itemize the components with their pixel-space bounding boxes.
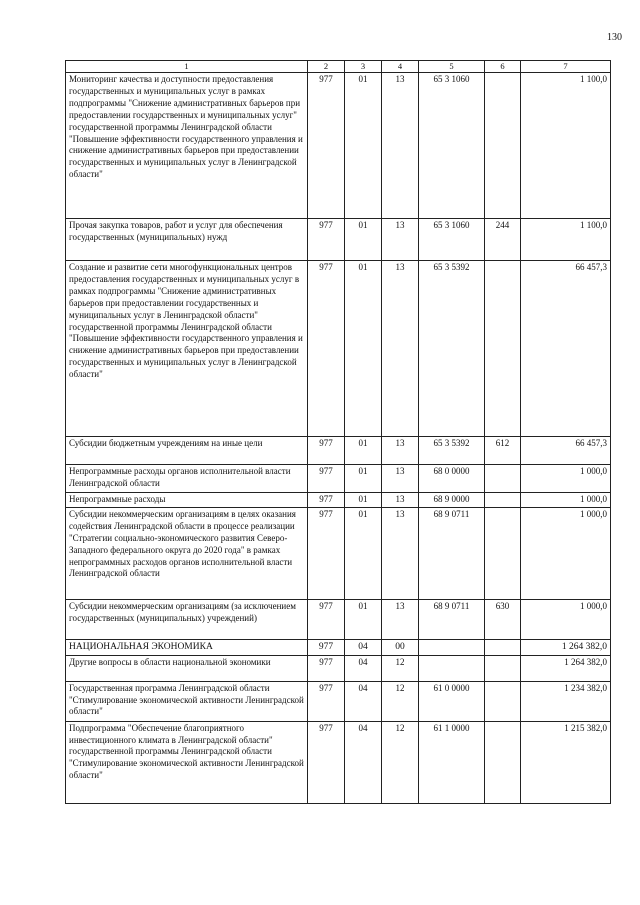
row-name: Непрограммные расходы органов исполнительной власти Ленинградской области — [66, 465, 308, 493]
column-header: 6 — [485, 61, 521, 73]
cell-type — [485, 655, 521, 681]
cell-target: 61 0 0000 — [419, 681, 485, 721]
cell-type — [485, 508, 521, 600]
cell-subsection: 12 — [382, 721, 419, 803]
cell-type — [485, 73, 521, 219]
cell-code: 977 — [308, 437, 345, 465]
table-row — [66, 437, 611, 465]
cell-amount: 1 000,0 — [521, 600, 611, 640]
cell-target: 65 3 1060 — [419, 219, 485, 261]
cell-target — [419, 655, 485, 681]
table-row — [66, 261, 611, 437]
cell-section: 01 — [345, 261, 382, 437]
cell-subsection: 13 — [382, 600, 419, 640]
table-row — [66, 640, 611, 656]
cell-type — [485, 681, 521, 721]
column-header: 5 — [419, 61, 485, 73]
cell-section: 01 — [345, 219, 382, 261]
table-row — [66, 681, 611, 721]
cell-subsection: 13 — [382, 437, 419, 465]
cell-section: 01 — [345, 600, 382, 640]
cell-code: 977 — [308, 261, 345, 437]
column-header: 1 — [66, 61, 308, 73]
cell-target: 65 3 1060 — [419, 73, 485, 219]
page-number: 130 — [607, 32, 622, 43]
column-header: 4 — [382, 61, 419, 73]
cell-subsection: 00 — [382, 640, 419, 656]
cell-amount: 1 000,0 — [521, 493, 611, 508]
cell-code: 977 — [308, 73, 345, 219]
cell-amount: 1 234 382,0 — [521, 681, 611, 721]
header-row — [66, 61, 611, 73]
row-name: Субсидии некоммерческим организациям в целях оказания содействия Ленинградской области в процессе реализации "Стратегии социально-экономического развития Северо-Западного федерального округа до 2020 года" в рамках непрограммных расходов органов исполнительной власти Ленинградской области — [66, 508, 308, 600]
row-name: НАЦИОНАЛЬНАЯ ЭКОНОМИКА — [66, 640, 308, 656]
cell-target: 68 9 0711 — [419, 600, 485, 640]
cell-type — [485, 640, 521, 656]
table-row — [66, 721, 611, 803]
column-header: 2 — [308, 61, 345, 73]
row-name: Непрограммные расходы — [66, 493, 308, 508]
cell-section: 04 — [345, 681, 382, 721]
cell-subsection: 13 — [382, 493, 419, 508]
cell-target: 68 0 0000 — [419, 465, 485, 493]
cell-section: 04 — [345, 655, 382, 681]
table-row — [66, 219, 611, 261]
cell-type: 244 — [485, 219, 521, 261]
row-name: Субсидии бюджетным учреждениям на иные цели — [66, 437, 308, 465]
cell-type: 630 — [485, 600, 521, 640]
cell-target: 61 1 0000 — [419, 721, 485, 803]
row-name: Подпрограмма "Обеспечение благоприятного инвестиционного климата в Ленинградской области" государственной программы Ленинградской области "Стимулирование экономической активности Ленинградской области" — [66, 721, 308, 803]
row-name: Создание и развитие сети многофункциональных центров предоставления государственных и муниципальных услуг в рамках подпрограммы "Снижение административных барьеров при предоставлении государственных и муниципальных услуг в Ленинградской области" государственной программы Ленинградской области "Повышение эффективности государственного управления и снижение административных барьеров при предоставлении государственных и муниципальных услуг в Ленинградской области" — [66, 261, 308, 437]
cell-subsection: 12 — [382, 681, 419, 721]
cell-target: 68 9 0711 — [419, 508, 485, 600]
cell-type — [485, 721, 521, 803]
cell-subsection: 12 — [382, 655, 419, 681]
cell-code: 977 — [308, 219, 345, 261]
cell-target: 65 3 5392 — [419, 437, 485, 465]
budget-table — [65, 60, 611, 804]
cell-section: 01 — [345, 437, 382, 465]
cell-subsection: 13 — [382, 261, 419, 437]
cell-subsection: 13 — [382, 465, 419, 493]
cell-target: 68 9 0000 — [419, 493, 485, 508]
cell-amount: 1 100,0 — [521, 73, 611, 219]
table-row — [66, 655, 611, 681]
cell-code: 977 — [308, 508, 345, 600]
cell-code: 977 — [308, 655, 345, 681]
cell-code: 977 — [308, 600, 345, 640]
cell-code: 977 — [308, 681, 345, 721]
cell-subsection: 13 — [382, 508, 419, 600]
cell-code: 977 — [308, 493, 345, 508]
cell-section: 04 — [345, 640, 382, 656]
cell-type: 612 — [485, 437, 521, 465]
table-row — [66, 508, 611, 600]
cell-section: 01 — [345, 73, 382, 219]
cell-code: 977 — [308, 465, 345, 493]
cell-amount: 1 264 382,0 — [521, 655, 611, 681]
cell-amount: 1 215 382,0 — [521, 721, 611, 803]
row-name: Прочая закупка товаров, работ и услуг для обеспечения государственных (муниципальных) нужд — [66, 219, 308, 261]
cell-section: 01 — [345, 493, 382, 508]
row-name: Субсидии некоммерческим организациям (за исключением государственных (муниципальных) учреждений) — [66, 600, 308, 640]
cell-code: 977 — [308, 721, 345, 803]
cell-amount: 66 457,3 — [521, 261, 611, 437]
cell-section: 04 — [345, 721, 382, 803]
cell-subsection: 13 — [382, 73, 419, 219]
cell-amount: 1 264 382,0 — [521, 640, 611, 656]
column-header: 3 — [345, 61, 382, 73]
cell-amount: 1 000,0 — [521, 465, 611, 493]
cell-type — [485, 493, 521, 508]
table-row — [66, 493, 611, 508]
table-row — [66, 600, 611, 640]
cell-amount: 1 100,0 — [521, 219, 611, 261]
row-name: Государственная программа Ленинградской области "Стимулирование экономической активности Ленинградской области" — [66, 681, 308, 721]
cell-subsection: 13 — [382, 219, 419, 261]
cell-code: 977 — [308, 640, 345, 656]
cell-amount: 1 000,0 — [521, 508, 611, 600]
cell-section: 01 — [345, 508, 382, 600]
column-header: 7 — [521, 61, 611, 73]
cell-type — [485, 261, 521, 437]
cell-target — [419, 640, 485, 656]
row-name: Мониторинг качества и доступности предоставления государственных и муниципальных услуг в рамках подпрограммы "Снижение административных барьеров при предоставлении государственных и муниципальных услуг" государственной программы Ленинградской области "Повышение эффективности государственного управления и снижение административных барьеров при предоставлении государственных и муниципальных услуг в Ленинградской области" — [66, 73, 308, 219]
table-row — [66, 73, 611, 219]
cell-amount: 66 457,3 — [521, 437, 611, 465]
row-name: Другие вопросы в области национальной экономики — [66, 655, 308, 681]
cell-target: 65 3 5392 — [419, 261, 485, 437]
table-row — [66, 465, 611, 493]
cell-section: 01 — [345, 465, 382, 493]
cell-type — [485, 465, 521, 493]
